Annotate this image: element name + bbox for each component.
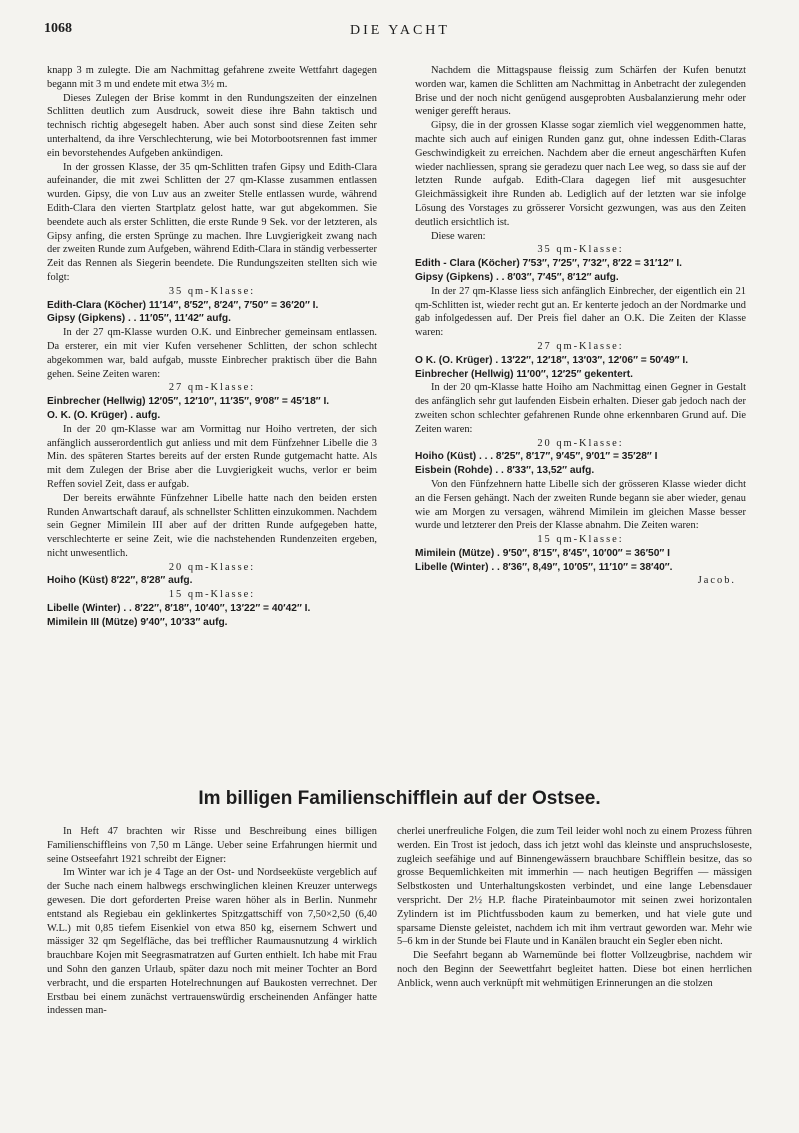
result-line: Einbrecher (Hellwig) 12′05″, 12′10″, 11′35″, 9′08″ = 45′18″ I. [47, 396, 330, 408]
article-title: Im billigen Familienschifflein auf der Ostsee. [198, 788, 601, 809]
class-heading: 27 qm-Klasse: [537, 340, 624, 352]
article-right-column [397, 825, 752, 991]
paragraph: Gipsy, die in der grossen Klasse sogar ziemlich viel weggenommen hatte, machte sich auch auf einigen Runden ganz gut, ohne indessen Edith-Claras Geschwindigkeit zu erreichen. Nachdem aber die erneut angeschärften Kufen wieder nachliessen, sprang sie geradezu quer nach Lee weg, so dass sie auf der letzten Runde aufgab. Edith-Clara dagegen lief mit ausgesuchter Gleichmässigkeit ihre Runden ab. Lediglich auf der letzten war sie infolge Lösung des Vorstages zu grösserer Vorsicht gezwungen, was aus den Zeiten deutlich ersichtlich ist. [415, 120, 746, 228]
page-number: 1068 [44, 21, 72, 36]
paragraph: Die Seefahrt begann ab Warnemünde bei flotter Vollzeugbrise, nachdem wir noch den Beginn der Seewettfahrt begleitet hatten. Diese bot einen herrlichen Anblick, wenn auch verknüpft mit wehmütigen Erinnerungen an die stolzen [397, 950, 752, 989]
paragraph: In der 20 qm-Klasse hatte Hoiho am Nachmittag einen Gegner in Gestalt des anfänglich sehr gut laufenden Eisbein erhalten. Dieser gab jedoch nach der zweiten schon schlechter gefahrenen Runde ohne erkennbaren Grund auf. Die Zeiten waren: [415, 382, 746, 435]
running-title: DIE YACHT [350, 23, 450, 38]
result-line: Mimilein III (Mütze) 9′40″, 10′33″ aufg. [47, 616, 228, 628]
result-line: O. K. (O. Krüger) . aufg. [47, 409, 161, 421]
result-line: Libelle (Winter) . . 8′22″, 8′18″, 10′40″, 13′22″ = 40′42″ I. [47, 603, 311, 615]
class-heading: 27 qm-Klasse: [168, 382, 256, 394]
result-line: Libelle (Winter) . . 8′36″, 8,49″, 10′05″, 11′10″ = 38′40″. [415, 561, 673, 573]
paragraph: Dieses Zulegen der Brise kommt in den Rundungszeiten der einzelnen Schlitten deutlich zum Ausdruck, soweit diese ihre Bahn taktisch und technisch richtig abgesegelt haben. Aber auch sonst sind diese Zeiten sehr unterhaltend, da ihre Verschlechterung, wie bei Motorbootsrennen fast immer ein bevorstehendes Aufgeben ankündigen. [47, 92, 377, 159]
result-line: Hoiho (Küst) . . . 8′25″, 8′17″, 9′45″, 9′01″ = 35′28″ I [415, 451, 658, 463]
paragraph: In der 27 qm-Klasse liess sich anfänglich Einbrecher, der eigentlich ein 21 qm-Schlitten ist, wieder recht gut an. Er kenterte jedoch an der Nordmarke und gab infolgedessen auf. Der Preis fiel daher an O.K. Die Zeiten der Klasse waren: [415, 285, 746, 339]
result-line: Gipsy (Gipkens) . . 11′05″, 11′42″ aufg. [47, 313, 231, 325]
result-line: Mimilein (Mütze) . 9′50″, 8′15″, 8′45″, 10′00″ = 36′50″ I [415, 547, 670, 559]
result-line: Eisbein (Rohde) . . 8′33″, 13,52″ aufg. [415, 465, 595, 477]
result-line: Einbrecher (Hellwig) 11′00″, 12′25″ gekentert. [415, 368, 633, 380]
author-signature: Jacob. [697, 575, 736, 587]
paragraph: In der grossen Klasse, der 35 qm-Schlitten trafen Gipsy und Edith-Clara aufeinander, die mit zwei Schlitten der 27 qm-Klasse zusammen entlassen wurden. Gipsy, die von Luv aus an zweiter Stelle entlassen wurde, während Edith-Clara den vierten Startplatz gelost hatte, war gut abgekommen. Sie beendete auch als erster Schlitten, die erste Runde 9 Sek. vor der letzteren, als Gipsy anfing, die ersten Sprünge zu machen. Ihre Luvgierigkeit zwang nach der zweiten Runde zum Aufgeben, während Edith-Clara in ständig verbesserter Zeit das Rennen als Siegerin beendete. Die Rundungszeiten stellten sich wie folgt: [47, 161, 377, 283]
result-line: Gipsy (Gipkens) . . 8′03″, 7′45″, 8′12″ aufg. [415, 271, 619, 283]
paragraph: Im Winter war ich je 4 Tage an der Ost- und Nordseeküste vergeblich auf der Suche nach einem halbwegs erschwinglichen kleinen Kreuzer unterwegs gewesen. Die dort geforderten Preise waren höher als in Berlin. Nunmehr entstand als Regiebau ein geklinkertes Spitzgattschiff von 7,50×2,50 (6,40 W.L.) mit 0,85 tiefem Eisenkiel von etwa 850 kg, eisernem Schwert und mässiger 32 qm Segelfläche, das bei trefflicher Raumausnutzung 4 wirklich brauchbare Kojen mit Seegrasmatratzen auf Gurten enthielt. Ich habe mit Frau und Sohn den ganzen Urlaub, später dazu noch mit meiner Tochter an Bord verbracht, und die ersparten Hotelrechnungen auf Baukosten verrechnet. Der Erstbau bei einem zunächst vertrauenswürdig erscheinenden Anfänger hatte indessen man- [47, 867, 377, 1017]
paragraph: cherlei unerfreuliche Folgen, die zum Teil leider wohl noch zu einem Prozess führen werden. Ein Trost ist jedoch, dass ich jetzt wohl das kleinste und anspruchsloseste, zugleich seefähige und auf Binnengewässern brauchbare Schifflein besitze, das so grosse Bequemlichkeiten mit immerhin — nach heutigen Begriffen — mässigen Selbstkosten und Unterhaltungskosten verbindet, und eine lange Lebensdauer verspricht. Der 2½ H.P. flache Pirateinbaumotor mit seinen zwei horizontalen Zylindern ist im Plichtfussboden kaum zu bemerken, und hat viele gute und sparsame Dienste geleistet, nachdem ich mit ihm vertraut geworden war. Mehr wie 5–6 km in der Stunde bei Flaute und in Kanälen braucht ein Segler eben nicht. [397, 826, 752, 948]
class-heading: 20 qm-Klasse: [537, 437, 624, 449]
paragraph: Diese waren: [431, 230, 486, 242]
left-column [47, 64, 377, 630]
paragraph: Der bereits erwähnte Fünfzehner Libelle hatte nach den beiden ersten Runden Anwartschaft darauf, als schnellster Schlitten einzukommen. Nachdem sein Gegner Mimilein III aber auf der dritten Runde aufgegeben hatte, verschlechterte er seine Zeit, wie die nachstehenden Rundenzeiten ergeben, nicht unwesentlich. [47, 492, 377, 559]
paragraph: In Heft 47 brachten wir Risse und Beschreibung eines billigen Familienschiffleins von 7,50 m Länge. Ueber seine Erfahrungen hiermit und seine Ostseefahrt 1921 schreibt der Eigner: [47, 826, 377, 865]
result-line: Edith - Clara (Köcher) 7′53″, 7′25″, 7′32″, 8′22 = 31′12″ I. [415, 258, 683, 270]
class-heading: 20 qm-Klasse: [168, 561, 256, 573]
result-line: Edith-Clara (Köcher) 11′14″, 8′52″, 8′24″, 7′50″ = 36′20″ I. [47, 299, 319, 311]
right-column [415, 64, 746, 588]
paragraph: Von den Fünfzehnern hatte Libelle sich der grösseren Klasse wieder dicht an die Fersen gehängt. Nach der zweiten Runde begann sie aber wieder, genau wie am Morgen zu versagen, während Mimilein im gleichen Masse besser wurde und letzterer den Preis der Klasse abnahm. Die Zeiten waren: [415, 478, 746, 532]
class-heading: 35 qm-Klasse: [168, 285, 256, 297]
class-heading: 35 qm-Klasse: [537, 244, 624, 256]
paragraph: Nachdem die Mittagspause fleissig zum Schärfen der Kufen benutzt worden war, kamen die Schlitten am Nachmittag in Anbetracht der zulegenden Brise und der noch nicht genügend ausgeprobten Ausbalanzierung mehr oder weniger gerefft heraus. [415, 65, 746, 118]
class-heading: 15 qm-Klasse: [168, 589, 256, 601]
result-line: O K. (O. Krüger) . 13′22″, 12′18″, 13′03″, 12′06″ = 50′49″ I. [415, 354, 689, 366]
result-line: Hoiho (Küst) 8′22″, 8′28″ aufg. [47, 575, 193, 587]
paragraph: In der 20 qm-Klasse war am Vormittag nur Hoiho vertreten, der sich anfänglich ausserordentlich gut anliess und mit dem Fünfzehner Libelle die 3 Min. des späteren Startes bereits auf der ersten Runde gutgemacht hatte. Als mit dem Zulegen der Brise aber die Luvgierigkeit wuchs, verlor er beim Reffen soviel Zeit, dass er aufgab. [47, 423, 377, 490]
paragraph: In der 27 qm-Klasse wurden O.K. und Einbrecher gemeinsam entlassen. Da ersterer, ein mit vier Kufen versehener Schlitten, der schon schlecht abgekommen war, bald aufgab, musste Einbrecher praktisch über die Bahn gehen. Seine Zeiten waren: [47, 327, 377, 380]
paragraph: knapp 3 m zulegte. Die am Nachmittag gefahrene zweite Wettfahrt dagegen begann mit 3 m und endete mit etwa 3½ m. [47, 65, 377, 90]
class-heading: 15 qm-Klasse: [537, 534, 624, 546]
article-left-column [47, 825, 377, 1018]
